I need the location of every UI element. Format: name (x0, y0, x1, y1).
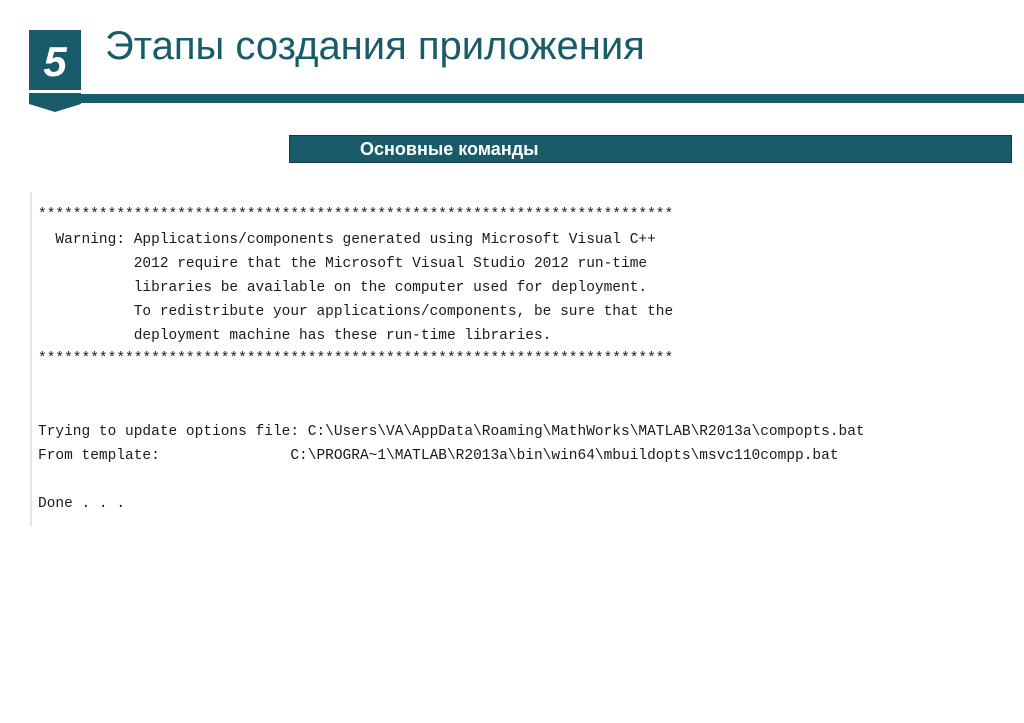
console-line-warning: Warning: Applications/components generated using Microsoft Visual C++ (38, 232, 656, 248)
console-line-separator-top: ************************************************************************* (38, 207, 674, 223)
console-line-options-file: Trying to update options file: C:\Users\VA\AppData\Roaming\MathWorks\MATLAB\R2013a\compopts.bat (38, 424, 865, 440)
slide-number-badge (29, 30, 81, 112)
console-line: deployment machine has these run-time libraries. (38, 328, 552, 344)
console-line: libraries be available on the computer used for deployment. (38, 280, 648, 296)
page-title: Этапы создания приложения (105, 24, 645, 68)
console-line-template: From template: C:\PROGRA~1\MATLAB\R2013a\bin\win64\mbuildopts\msvc110compp.bat (38, 448, 839, 464)
console-line-done: Done . . . (38, 496, 126, 512)
console-line-separator-bottom: ************************************************************************* (38, 351, 674, 367)
console-output (30, 192, 990, 526)
section-header (289, 135, 1012, 163)
console-line: To redistribute your applications/components, be sure that the (38, 304, 674, 320)
slide-number: 5 (43, 38, 67, 85)
section-heading: Основные команды (360, 139, 539, 159)
title-underline-bar (32, 94, 1024, 103)
console-line: 2012 require that the Microsoft Visual Studio 2012 run-time (38, 256, 648, 272)
